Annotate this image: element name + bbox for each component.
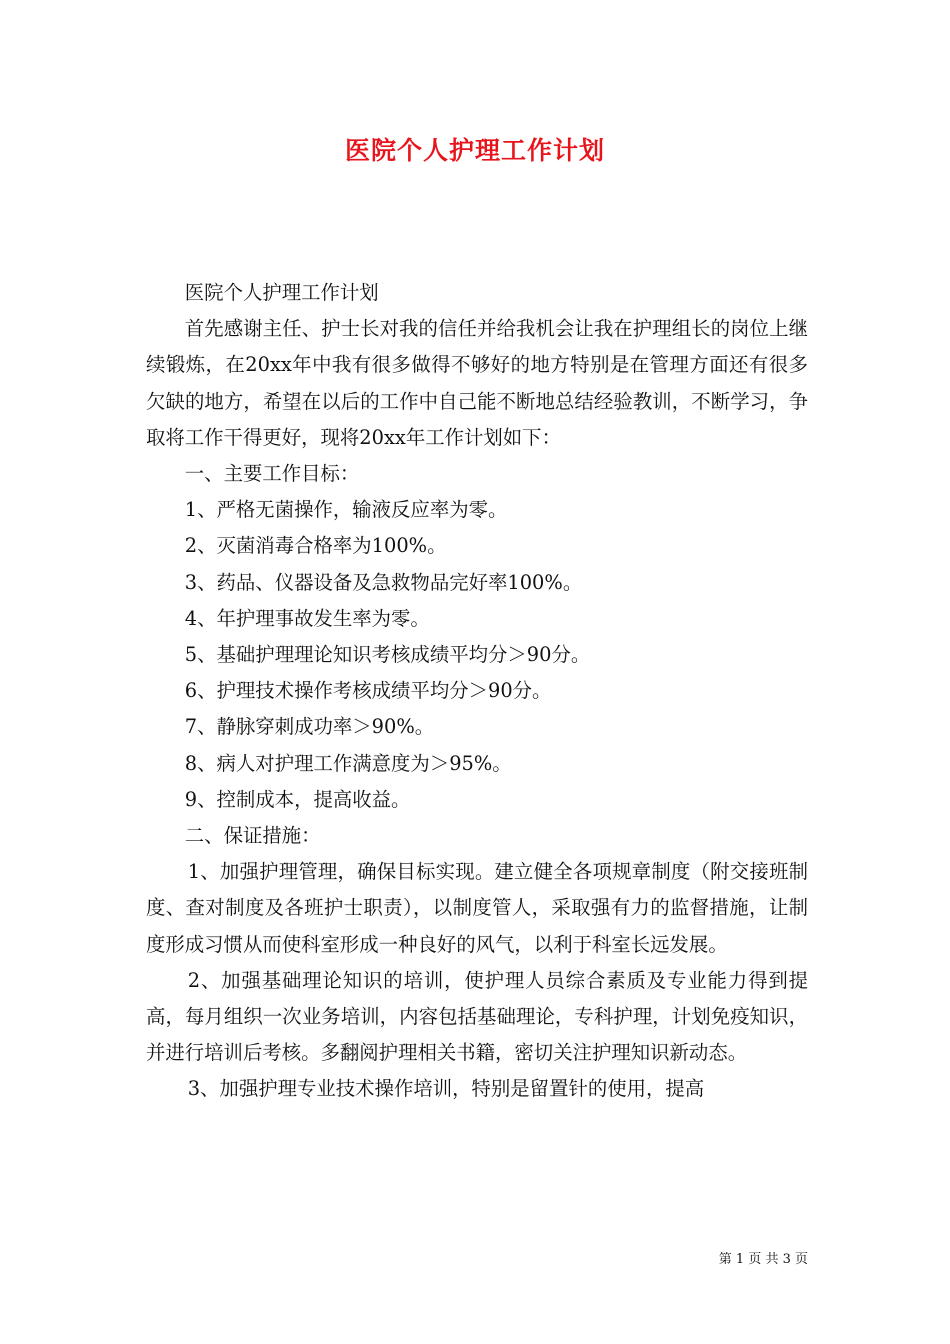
- paragraph-intro: 首先感谢主任、护士长对我的信任并给我机会让我在护理组长的岗位上继续锻炼，在20xx年中我有很多做得不够好的地方特别是在管理方面还有很多欠缺的地方，希望在以后的工作中自己能不断地总结经验教训，不断学习，争取将工作干得更好，现将20xx年工作计划如下：: [146, 317, 808, 449]
- goal-item-3: 3、药品、仪器设备及急救物品完好率100%。: [184, 570, 583, 594]
- goal-item-4: 4、年护理事故发生率为零。: [184, 606, 430, 630]
- document-title: 医院个人护理工作计划: [344, 136, 605, 165]
- section-heading-measures: 二、保证措施：: [184, 824, 321, 848]
- measure-item-1: 1、加强护理管理，确保目标实现。建立健全各项规章制度（附交接班制度、查对制度及各班护士职责），以制度管人，采取强有力的监督措施，让制度形成习惯从而使科室形成一种良好的风气，以利于科室长远发展。: [146, 860, 808, 956]
- goal-item-9: 9、控制成本，提高收益。: [184, 787, 411, 811]
- goal-item-7: 7、静脉穿刺成功率＞90%。: [184, 715, 435, 739]
- paragraph-heading: 医院个人护理工作计划: [184, 281, 379, 304]
- document-body: [146, 275, 808, 1108]
- goal-item-6: 6、护理技术操作考核成绩平均分＞90分。: [184, 679, 552, 703]
- goal-item-1: 1、严格无菌操作，输液反应率为零。: [184, 498, 508, 522]
- goal-item-5: 5、基础护理理论知识考核成绩平均分＞90分。: [184, 643, 591, 667]
- measure-item-2: 2、加强基础理论知识的培训，使护理人员综合素质及专业能力得到提高，每月组织一次业务培训，内容包括基础理论，专科护理，计划免疫知识，并进行培训后考核。多翻阅护理相关书籍，密切关注护理知识新动态。: [146, 968, 808, 1065]
- goal-item-2: 2、灭菌消毒合格率为100%。: [184, 534, 447, 558]
- page-number-footer: 第 1 页 共 3 页: [718, 1252, 808, 1267]
- measure-item-3: 3、加强护理专业技术操作培训，特别是留置针的使用，提高: [187, 1077, 705, 1101]
- section-heading-goals: 一、主要工作目标：: [184, 462, 360, 486]
- goal-item-8: 8、病人对护理工作满意度为＞95%。: [184, 751, 512, 775]
